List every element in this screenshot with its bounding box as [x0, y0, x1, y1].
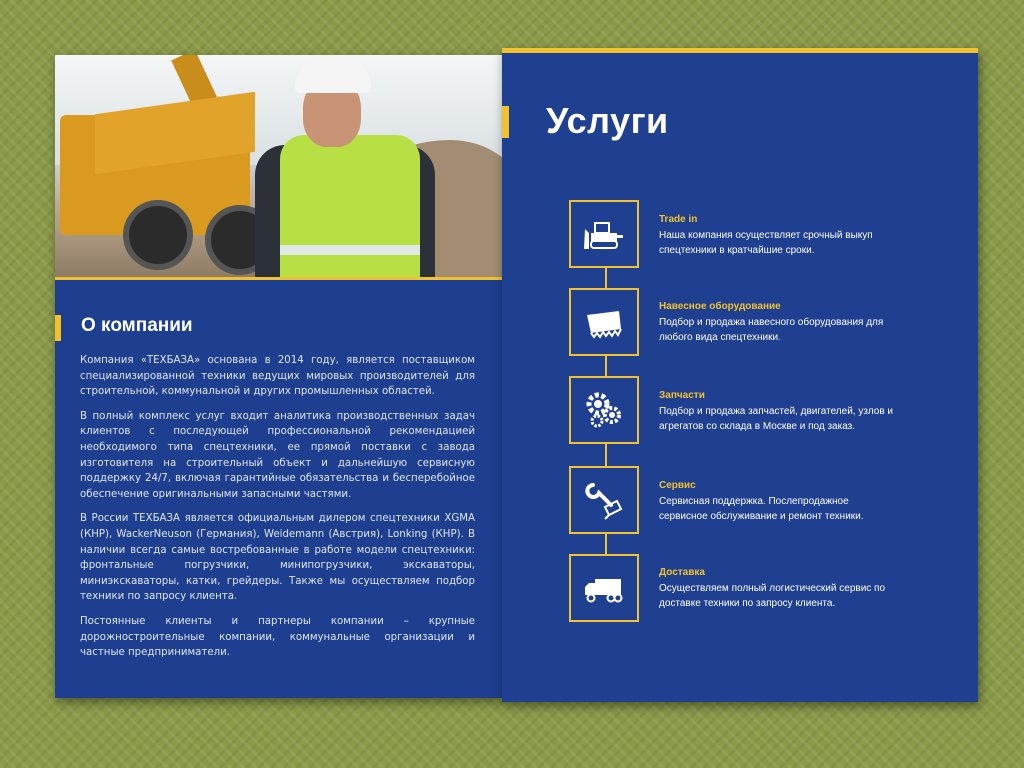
- wrench-hand-icon: [581, 477, 627, 523]
- title-accent-bar: [502, 106, 509, 138]
- left-page: [55, 55, 502, 698]
- service-title: Запчасти: [659, 390, 705, 401]
- service-description: Наша компания осуществляет срочный выкуп спецтехники в кратчайшие сроки.: [659, 230, 873, 256]
- service-description: Сервисная поддержка. Послепродажное сервисное обслуживание и ремонт техники.: [659, 496, 864, 522]
- service-icon-frame: [569, 376, 639, 444]
- about-title: О компании: [81, 315, 193, 336]
- gears-icon: [581, 387, 627, 433]
- right-page: [502, 48, 978, 702]
- service-description: Осуществляем полный логистический сервис по доставке техники по запросу клиента.: [659, 583, 886, 609]
- title-accent-bar: [55, 315, 61, 341]
- connector-line: [605, 534, 607, 554]
- bulldozer-icon: [581, 211, 627, 257]
- service-title: Сервис: [659, 480, 696, 491]
- about-paragraph: Постоянные клиенты и партнеры компании – крупные дорожностроительные компании, коммунальные организации и частные предприниматели.: [80, 615, 475, 659]
- service-description: Подбор и продажа запчастей, двигателей, узлов и агрегатов со склада в Москве и под заказ.: [659, 406, 894, 432]
- about-paragraph: В России ТЕХБАЗА является официальным дилером спецтехники XGMA (КНР), WackerNeuson (Германия), Weidemann (Австрия), Lonking (КНР). В наличии всегда самые востребованные в работе модели спецтехники: фронтальные погрузчики, минипогрузчики, экскаваторы, миниэкскаваторы, катки, грейдеры. Также мы осуществляем подбор техники по запросу клиента.: [80, 513, 475, 603]
- service-title: Навесное оборудование: [659, 301, 781, 312]
- bucket-icon: [581, 299, 627, 345]
- service-icon-frame: [569, 466, 639, 534]
- about-text: [80, 353, 475, 670]
- service-title: Доставка: [659, 567, 705, 578]
- connector-line: [605, 444, 607, 466]
- connector-line: [605, 266, 607, 288]
- connector-line: [605, 356, 607, 376]
- truck-icon: [581, 565, 627, 611]
- service-icon-frame: [569, 288, 639, 356]
- about-paragraph: В полный комплекс услуг входит аналитика производственных задач клиентов с последующей профессиональной рекомендацией необходимого типа спецтехники, ее прямой поставки с завода изготовителя на строительный объект и дальнейшую сервисную поддержку 24/7, включая гарантийные обязательства и бесперебойное обеспечение оригинальными запасными частями.: [80, 410, 475, 500]
- service-title: Trade in: [659, 214, 698, 225]
- service-icon-frame: [569, 554, 639, 622]
- about-paragraph: Компания «ТЕХБАЗА» основана в 2014 году, является поставщиком специализированной техники ведущих мировых производителей для строительной, коммунальной и других промышленных областей.: [80, 355, 475, 398]
- service-description: Подбор и продажа навесного оборудования для любого вида спецтехники.: [659, 317, 884, 343]
- top-accent-bar: [502, 48, 978, 53]
- worker-photo: [55, 55, 502, 280]
- services-title: Услуги: [546, 100, 669, 141]
- service-icon-frame: [569, 200, 639, 268]
